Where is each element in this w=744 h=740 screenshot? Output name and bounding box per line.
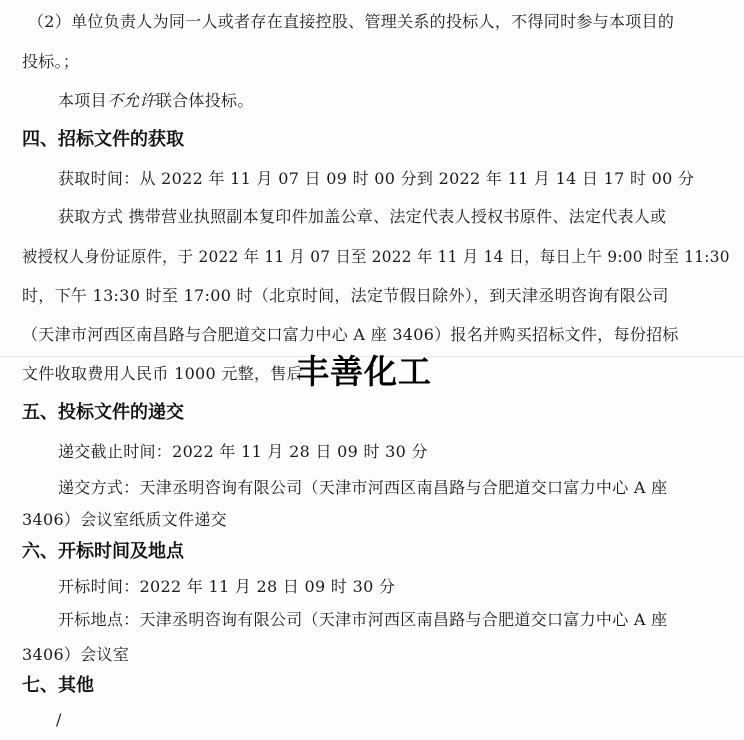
opening-place-line-2: 3406）会议室: [22, 645, 130, 664]
watermark-text: 丰善化工: [296, 352, 432, 391]
not-allowed-text: 不允许: [106, 91, 156, 110]
clause-2-line-2: 投标。；: [22, 52, 80, 71]
acquire-method-line-5: 文件收取费用人民币 1000 元整，售后: [22, 364, 303, 383]
section-5-heading: 五、投标文件的递交: [22, 402, 184, 423]
section-7-heading: 七、其他: [22, 675, 94, 696]
section-6-heading: 六、开标时间及地点: [22, 541, 184, 562]
submit-method-line-1: 递交方式：天津丞明咨询有限公司（天津市河西区南昌路与合肥道交口富力中心 A 座: [58, 478, 668, 497]
acquire-method-line-2: 被授权人身份证原件，于 2022 年 11 月 07 日至 2022 年 11 月 14 日，每日上午 9:00 时至 11:30: [22, 247, 730, 266]
section-4-heading: 四、招标文件的获取: [22, 129, 184, 150]
acquire-method-line-1: 获取方式 携带营业执照副本复印件加盖公章、法定代表人授权书原件、法定代表人或: [58, 207, 667, 226]
submit-method-line-2: 3406）会议室纸质文件递交: [22, 510, 227, 529]
acquire-time: 获取时间：从 2022 年 11 月 07 日 09 时 00 分到 2022 年 11 月 14 日 17 时 00 分: [58, 169, 695, 188]
submit-deadline: 递交截止时间：2022 年 11 月 28 日 09 时 30 分: [58, 442, 428, 461]
other-content: /: [56, 710, 62, 729]
clause-2-line-1: （2）单位负责人为同一人或者存在直接控股、管理关系的投标人，不得同时参与本项目的: [28, 12, 675, 31]
opening-place-line-1: 开标地点：天津丞明咨询有限公司（天津市河西区南昌路与合肥道交口富力中心 A 座: [58, 610, 668, 629]
opening-time: 开标时间：2022 年 11 月 28 日 09 时 30 分: [58, 577, 396, 596]
acquire-method-line-3: 时，下午 13:30 时至 17:00 时（北京时间，法定节假日除外），到天津丞明咨询有限公司: [22, 286, 669, 305]
consortium-note: 本项目不允许联合体投标。: [58, 91, 254, 110]
acquire-method-line-4: （天津市河西区南昌路与合肥道交口富力中心 A 座 3406）报名并购买招标文件，每份招标: [22, 325, 679, 344]
